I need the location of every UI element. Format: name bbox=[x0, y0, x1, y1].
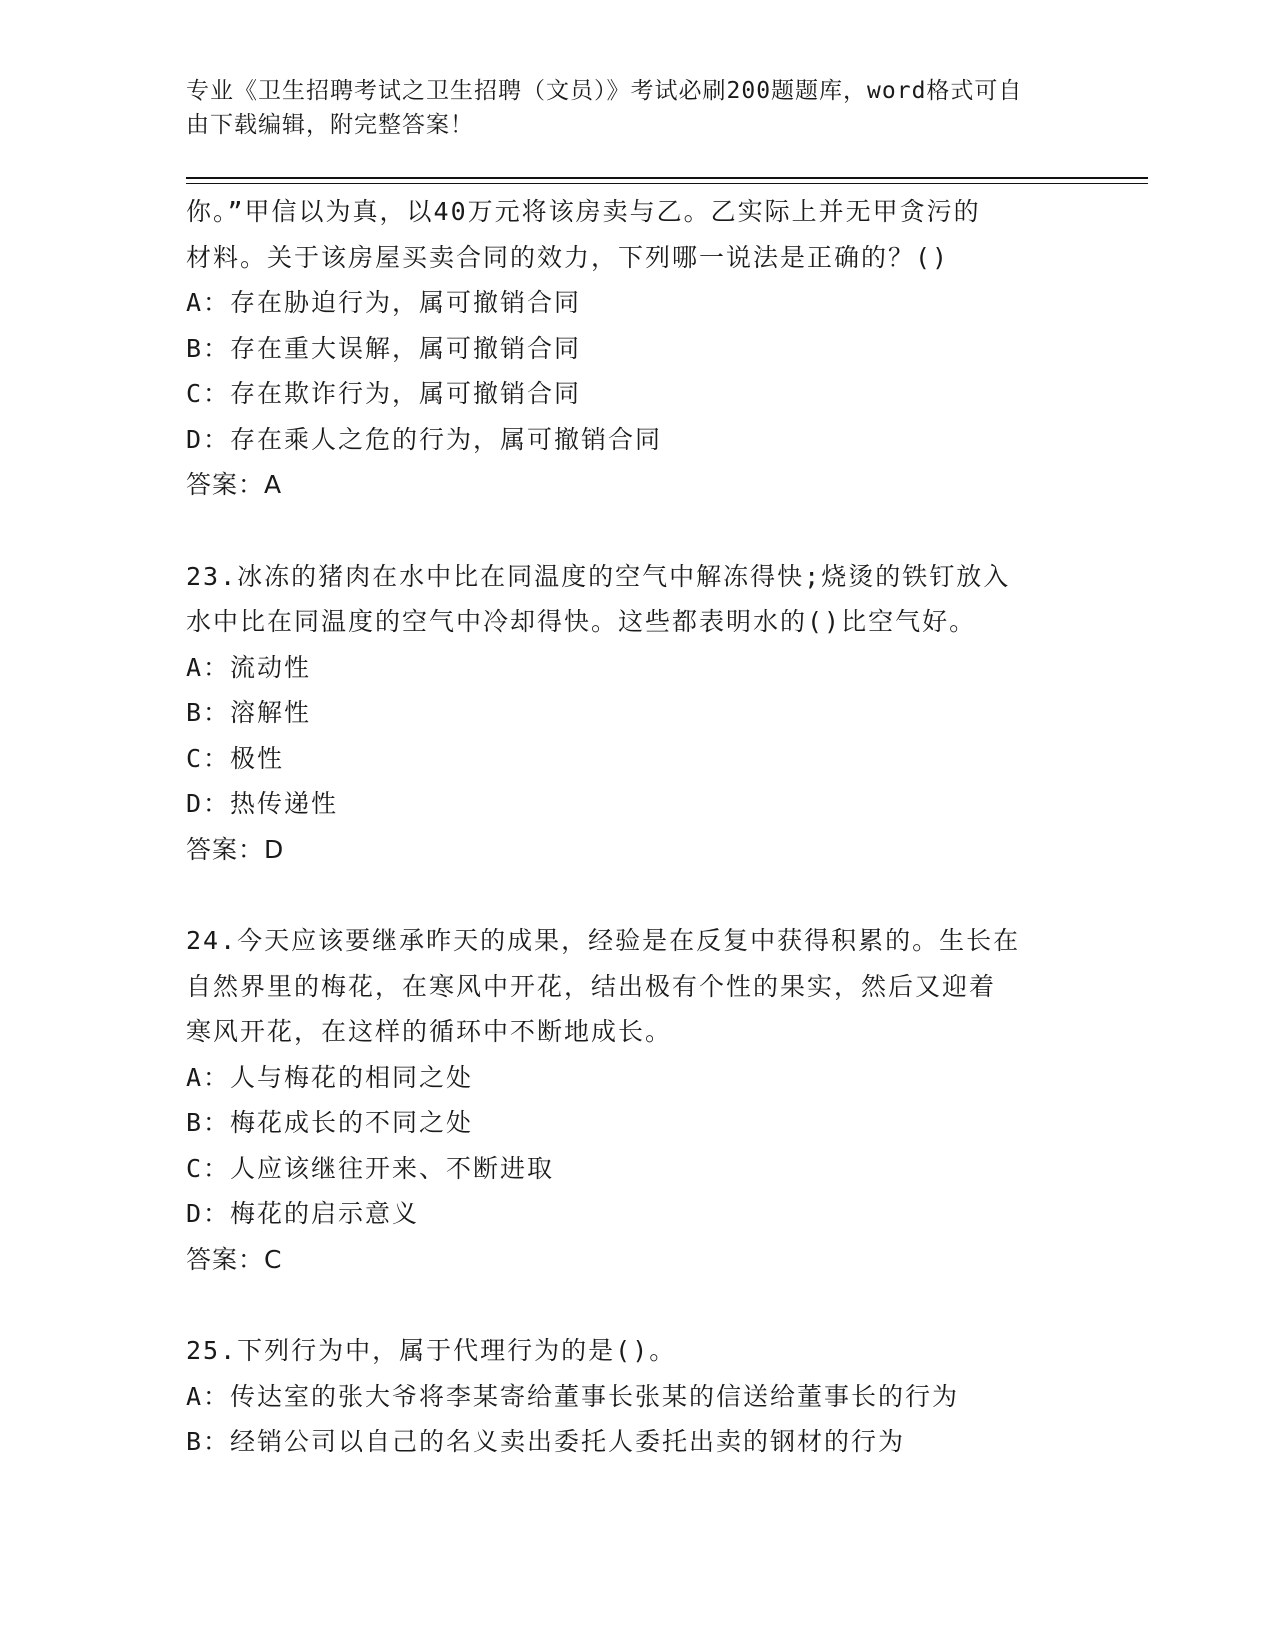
option-b: B：存在重大误解，属可撤销合同 bbox=[186, 333, 582, 363]
option-a: A：流动性 bbox=[186, 652, 312, 682]
option-c: C：存在欺诈行为，属可撤销合同 bbox=[186, 379, 582, 408]
question-stem-line: 材料。关于该房屋买卖合同的效力，下列哪一说法是正确的？() bbox=[186, 242, 950, 272]
question-stem-line: 23.冰冻的猪肉在水中比在同温度的空气中解冻得快;烧烫的铁钉放入 bbox=[186, 561, 1011, 591]
option-c: C：人应该继往开来、不断进取 bbox=[186, 1153, 555, 1183]
question-stem-line: 自然界里的梅花，在寒风中开花，结出极有个性的果实，然后又迎着 bbox=[186, 971, 997, 1001]
answer: 答案：C bbox=[186, 1244, 283, 1274]
header-rule-thick bbox=[186, 177, 1148, 179]
header-rule-thin bbox=[186, 183, 1148, 184]
answer: 答案：D bbox=[186, 834, 285, 864]
option-d: D：存在乘人之危的行为，属可撤销合同 bbox=[186, 424, 663, 454]
option-a: A：传达室的张大爷将李某寄给董事长张某的信送给董事长的行为 bbox=[186, 1381, 960, 1411]
option-b: B：梅花成长的不同之处 bbox=[186, 1108, 474, 1137]
question-stem-line: 寒风开花，在这样的循环中不断地成长。 bbox=[186, 1017, 673, 1046]
header-line-2: 由下载编辑，附完整答案！ bbox=[186, 112, 474, 138]
question-content bbox=[186, 189, 1086, 1465]
option-b: B：溶解性 bbox=[186, 698, 312, 727]
question-stem-line: 24.今天应该要继承昨天的成果，经验是在反复中获得积累的。生长在 bbox=[186, 926, 1021, 955]
option-d: D：热传递性 bbox=[186, 789, 339, 818]
question-stem-line: 25.下列行为中，属于代理行为的是()。 bbox=[186, 1336, 677, 1365]
question-25 bbox=[186, 1328, 1086, 1465]
option-b: B：经销公司以自己的名义卖出委托人委托出卖的钢材的行为 bbox=[186, 1427, 906, 1456]
header-line-1: 专业《卫生招聘考试之卫生招聘（文员）》考试必刷200题题库，word格式可自 bbox=[186, 78, 1023, 104]
document-header bbox=[186, 74, 1086, 142]
option-a: A：人与梅花的相同之处 bbox=[186, 1062, 474, 1092]
answer: 答案：A bbox=[186, 470, 283, 499]
question-24 bbox=[186, 918, 1086, 1282]
option-c: C：极性 bbox=[186, 743, 285, 773]
option-a: A：存在胁迫行为，属可撤销合同 bbox=[186, 288, 582, 317]
question-stem-line: 水中比在同温度的空气中冷却得快。这些都表明水的()比空气好。 bbox=[186, 607, 977, 636]
question-stem-line: 你。”甲信以为真，以40万元将该房卖与乙。乙实际上并无甲贪污的 bbox=[186, 197, 981, 226]
option-d: D：梅花的启示意义 bbox=[186, 1199, 420, 1228]
question-23 bbox=[186, 554, 1086, 873]
question-22 bbox=[186, 189, 1086, 508]
